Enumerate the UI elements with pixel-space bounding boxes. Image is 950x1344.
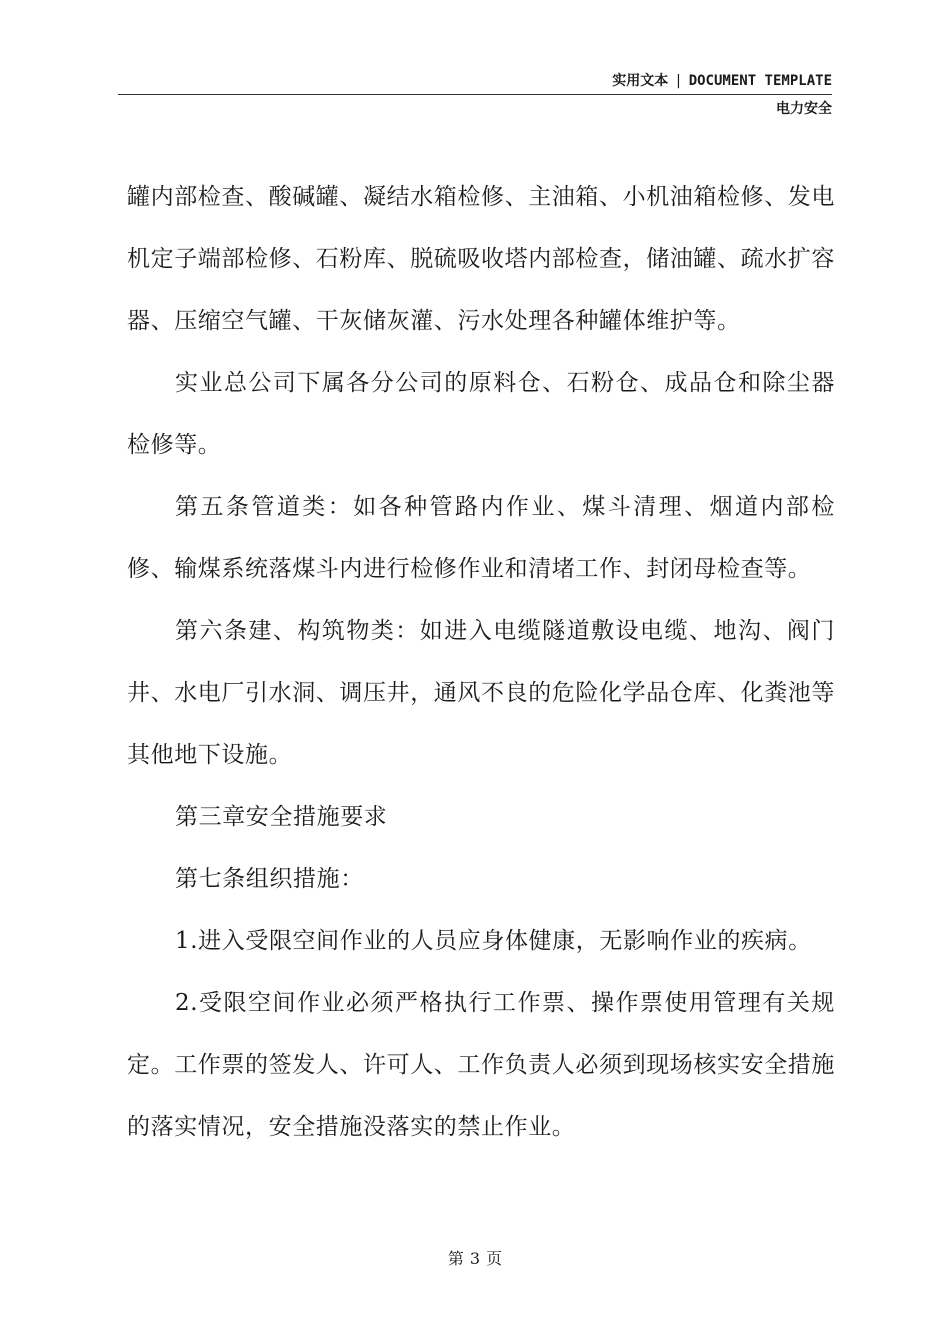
paragraph-article-5: 第五条管道类：如各种管路内作业、煤斗清理、烟道内部检修、输煤系统落煤斗内进行检修作业和清堵工作、封闭母检查等。: [127, 494, 835, 582]
page-number: 3: [469, 1249, 481, 1268]
page-header: [118, 72, 832, 119]
header-subtitle: 电力安全: [776, 101, 832, 117]
header-separator: |: [674, 73, 683, 89]
article-7-heading: 第七条组织措施：: [175, 866, 364, 892]
chapter-heading: 第三章安全措施要求: [175, 804, 388, 830]
document-body: [127, 166, 835, 1158]
paragraph: 实业总公司下属各分公司的原料仓、石粉仓、成品仓和除尘器检修等。: [127, 370, 835, 458]
footer-suffix: 页: [486, 1249, 503, 1268]
header-left-label: 实用文本: [612, 73, 669, 89]
footer-prefix: 第: [447, 1249, 464, 1268]
header-right-label: DOCUMENT TEMPLATE: [688, 73, 832, 89]
paragraph-continuation: 罐内部检查、酸碱罐、凝结水箱检修、主油箱、小机油箱检修、发电机定子端部检修、石粉库、脱硫吸收塔内部检查，储油罐、疏水扩容器、压缩空气罐、干灰储灰灌、污水处理各种罐体维护等。: [127, 184, 835, 334]
list-item-1: 1.进入受限空间作业的人员应身体健康，无影响作业的疾病。: [175, 928, 812, 954]
header-title-line: [118, 72, 832, 94]
list-item-2: 2.受限空间作业必须严格执行工作票、操作票使用管理有关规定。工作票的签发人、许可人、工作负责人必须到现场核实安全措施的落实情况，安全措施没落实的禁止作业。: [127, 990, 835, 1140]
page-footer: [0, 1248, 950, 1270]
paragraph-article-6: 第六条建、构筑物类：如进入电缆隧道敷设电缆、地沟、阀门井、水电厂引水洞、调压井，通风不良的危险化学品仓库、化粪池等其他地下设施。: [127, 618, 835, 768]
header-divider: [118, 94, 832, 95]
